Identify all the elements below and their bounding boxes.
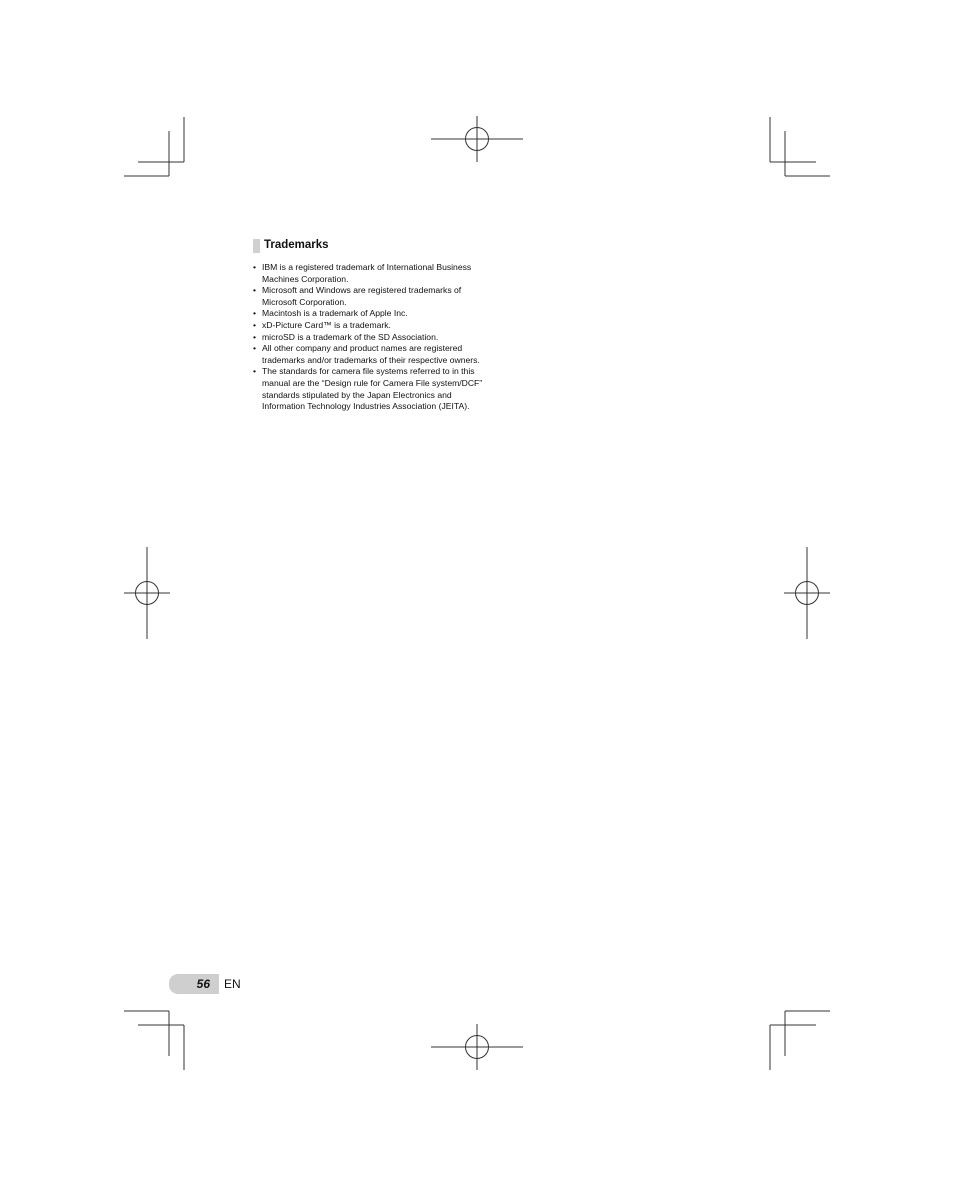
trademark-list xyxy=(253,262,485,413)
registration-mark-left xyxy=(124,547,170,639)
bullet-glyph: • xyxy=(253,285,257,296)
list-item xyxy=(253,343,485,366)
crop-mark-top-left xyxy=(124,117,184,176)
crop-mark-top-right xyxy=(770,117,830,176)
bullet-glyph: • xyxy=(253,262,257,272)
bullet-glyph: • xyxy=(253,319,257,330)
list-item-text: Microsoft and Windows are registered trademarks of Microsoft Corporation. xyxy=(262,285,462,307)
bullet-glyph: • xyxy=(253,308,257,319)
bullet-glyph: • xyxy=(253,366,257,377)
list-item xyxy=(253,332,485,344)
list-item-text: microSD is a trademark of the SD Association. xyxy=(262,331,439,342)
bullet-glyph: • xyxy=(253,343,257,354)
list-item xyxy=(253,285,485,308)
registration-mark-right xyxy=(784,547,830,639)
section-heading xyxy=(253,238,485,253)
list-item xyxy=(253,366,485,412)
trademarks-section xyxy=(253,238,485,413)
registration-mark-top xyxy=(431,116,523,162)
heading-tab-marker xyxy=(253,239,260,253)
list-item xyxy=(253,308,485,320)
page-number: 56 xyxy=(196,977,210,991)
list-item-text: The standards for camera file systems referred to in this manual are the “Design rule for Camera File system/DCF” standards stipulated by the Japan Electronics and Information Technology Industries Association (JEITA). xyxy=(262,366,483,412)
registration-mark-bottom xyxy=(431,1024,523,1070)
list-item-text: Macintosh is a trademark of Apple Inc. xyxy=(262,308,408,319)
list-item xyxy=(253,262,485,285)
section-title: Trademarks xyxy=(264,239,329,251)
crop-mark-bottom-right xyxy=(770,1011,830,1070)
page-number-tab xyxy=(169,974,219,994)
crop-mark-bottom-left xyxy=(124,1011,184,1070)
bullet-glyph: • xyxy=(253,331,257,342)
list-item-text: xD-Picture Card™ is a trademark. xyxy=(262,319,391,330)
list-item-text: IBM is a registered trademark of International Business Machines Corporation. xyxy=(262,262,472,284)
list-item xyxy=(253,320,485,332)
language-code: EN xyxy=(224,977,241,991)
list-item-text: All other company and product names are registered trademarks and/or trademarks of their respective owners. xyxy=(262,343,480,365)
